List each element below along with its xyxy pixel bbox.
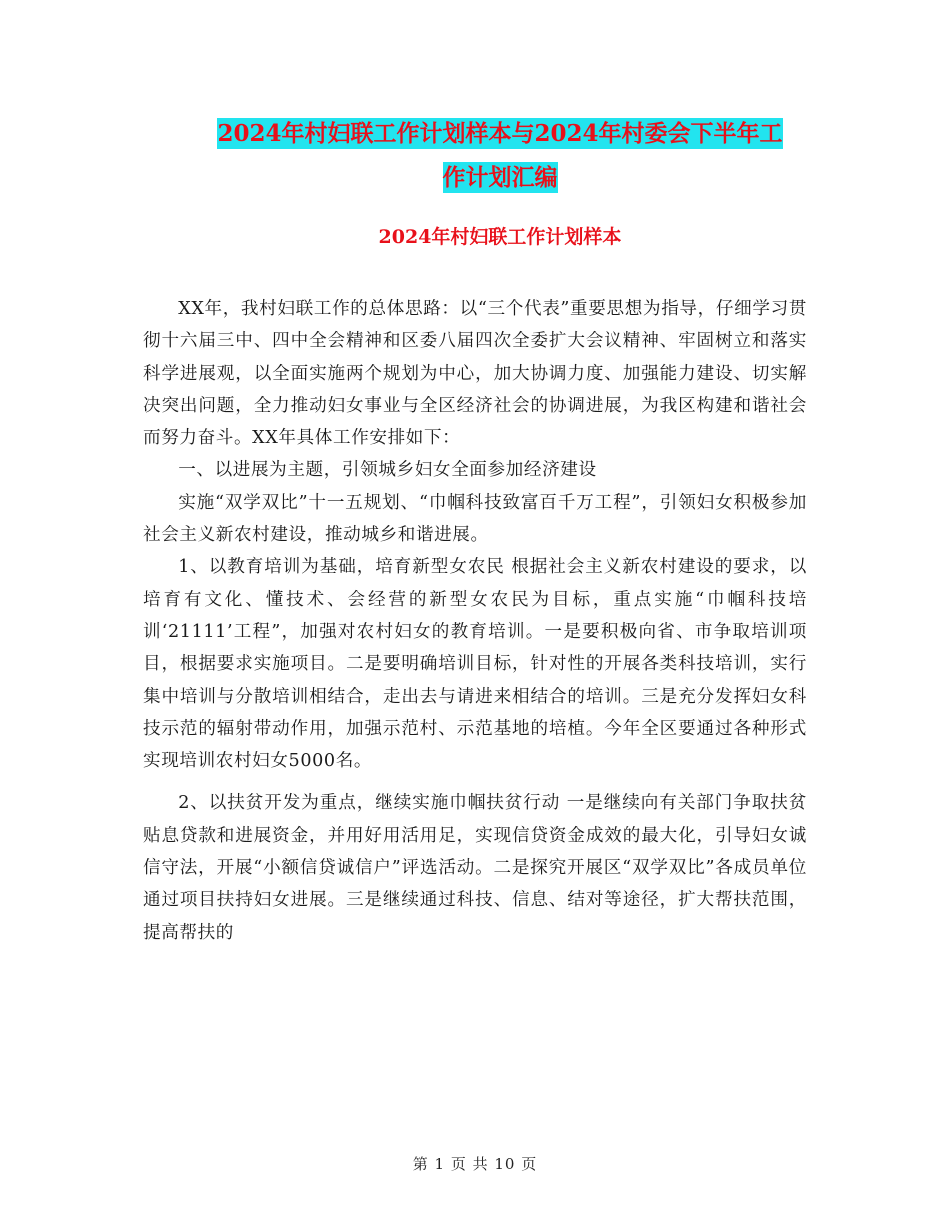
footer-suffix: 页	[521, 1155, 538, 1173]
footer-total-pages: 10	[494, 1155, 516, 1173]
section-subtitle: 2024年村妇联工作计划样本	[378, 226, 622, 248]
footer-prefix: 第	[412, 1155, 429, 1173]
footer-middle: 页 共	[450, 1155, 489, 1173]
document-title	[140, 112, 860, 200]
paragraph-heading-1: 一、以进展为主题，引领城乡妇女全面参加经济建设	[178, 460, 597, 481]
title-line-1: 2024年村妇联工作计划样本与2024年村委会下半年工	[217, 120, 783, 147]
paragraph-item-2: 2、以扶贫开发为重点，继续实施巾帼扶贫行动 一是继续向有关部门争取扶贫贴息贷款和进展资金，并用好用活用足，实现信贷资金成效的最大化，引导妇女诚信守法，开展“小额信贷诚信户”评选活动。二是探究开展区“双学双比”各成员单位通过项目扶持妇女进展。三是继续通过科技、信息、结对等途径，扩大帮扶范围，提高帮扶的	[143, 793, 807, 943]
paragraph-intro: XX年，我村妇联工作的总体思路：以“三个代表”重要思想为指导，仔细学习贯彻十六届三中、四中全会精神和区委八届四次全委扩大会议精神、牢固树立和落实科学进展观，以全面实施两个规划为中心，加大协调力度、加强能力建设、切实解决突出问题，全力推动妇女事业与全区经济社会的协调进展，为我区构建和谐社会而努力奋斗。XX年具体工作安排如下：	[143, 299, 807, 449]
paragraph-item-1: 1、以教育培训为基础，培育新型女农民 根据社会主义新农村建设的要求，以培育有文化、懂技术、会经营的新型女农民为目标，重点实施“巾帼科技培训‘21111’工程”，加强对农村妇女的教育培训。一是要积极向省、市争取培训项目，根据要求实施项目。二是要明确培训目标，针对性的开展各类科技培训，实行集中培训与分散培训相结合，走出去与请进来相结合的培训。三是充分发挥妇女科技示范的辐射带动作用，加强示范村、示范基地的培植。今年全区要通过各种形式实现培训农村妇女5000名。	[143, 557, 807, 772]
footer-current-page: 1	[434, 1155, 446, 1173]
paragraph-shuangxue: 实施“双学双比”十一五规划、“巾帼科技致富百千万工程”，引领妇女积极参加社会主义新农村建设，推动城乡和谐进展。	[143, 492, 807, 546]
page-footer	[0, 1153, 950, 1175]
title-line-2: 作计划汇编	[442, 164, 558, 191]
document-body	[143, 293, 807, 949]
